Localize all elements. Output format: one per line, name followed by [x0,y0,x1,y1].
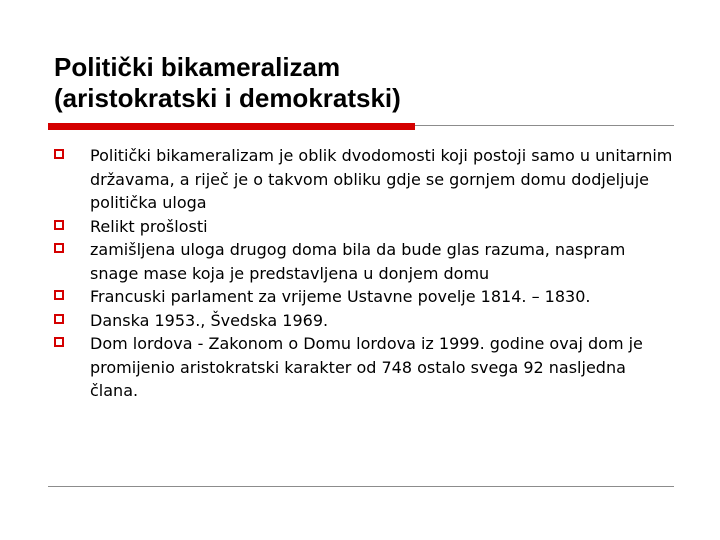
hollow-square-bullet-icon [54,290,64,300]
bullet-text: zamišljena uloga drugog doma bila da bude glas razuma, naspram snage mase koja je predstavljena u donjem domu [90,240,626,283]
bullet-item [54,285,674,309]
hollow-square-bullet-icon [54,243,64,253]
slide-title-line-2: (aristokratski i demokratski) [54,83,401,113]
bullet-text: Politički bikameralizam je oblik dvodomosti koji postoji samo u unitarnim državama, a riječ je o takvom obliku gdje se gornjem domu dodjeljuje politička uloga [90,146,673,212]
hollow-square-bullet-icon [54,337,64,347]
bullet-text: Danska 1953., Švedska 1969. [90,310,329,330]
hollow-square-bullet-icon [54,314,64,324]
title-accent-bar [48,123,415,130]
hollow-square-bullet-icon [54,149,64,159]
bullet-text: Dom lordova - Zakonom o Domu lordova iz 1999. godine ovaj dom je promijenio aristokratski karakter od 748 ostalo svega 92 nasljedna člana. [90,334,643,400]
bullet-item [54,238,674,285]
bullet-text: Relikt prošlosti [90,216,208,236]
bullet-text: Francuski parlament za vrijeme Ustavne povelje 1814. – 1830. [90,287,591,306]
bullet-item [54,309,674,333]
bullet-item [54,332,674,403]
bullet-item [54,215,674,239]
bullet-list [54,144,674,403]
bullet-item [54,144,674,215]
slide-title [54,52,674,114]
slide-title-line-1: Politički bikameralizam [54,52,341,82]
hollow-square-bullet-icon [54,220,64,230]
footer-divider-line [48,486,674,487]
